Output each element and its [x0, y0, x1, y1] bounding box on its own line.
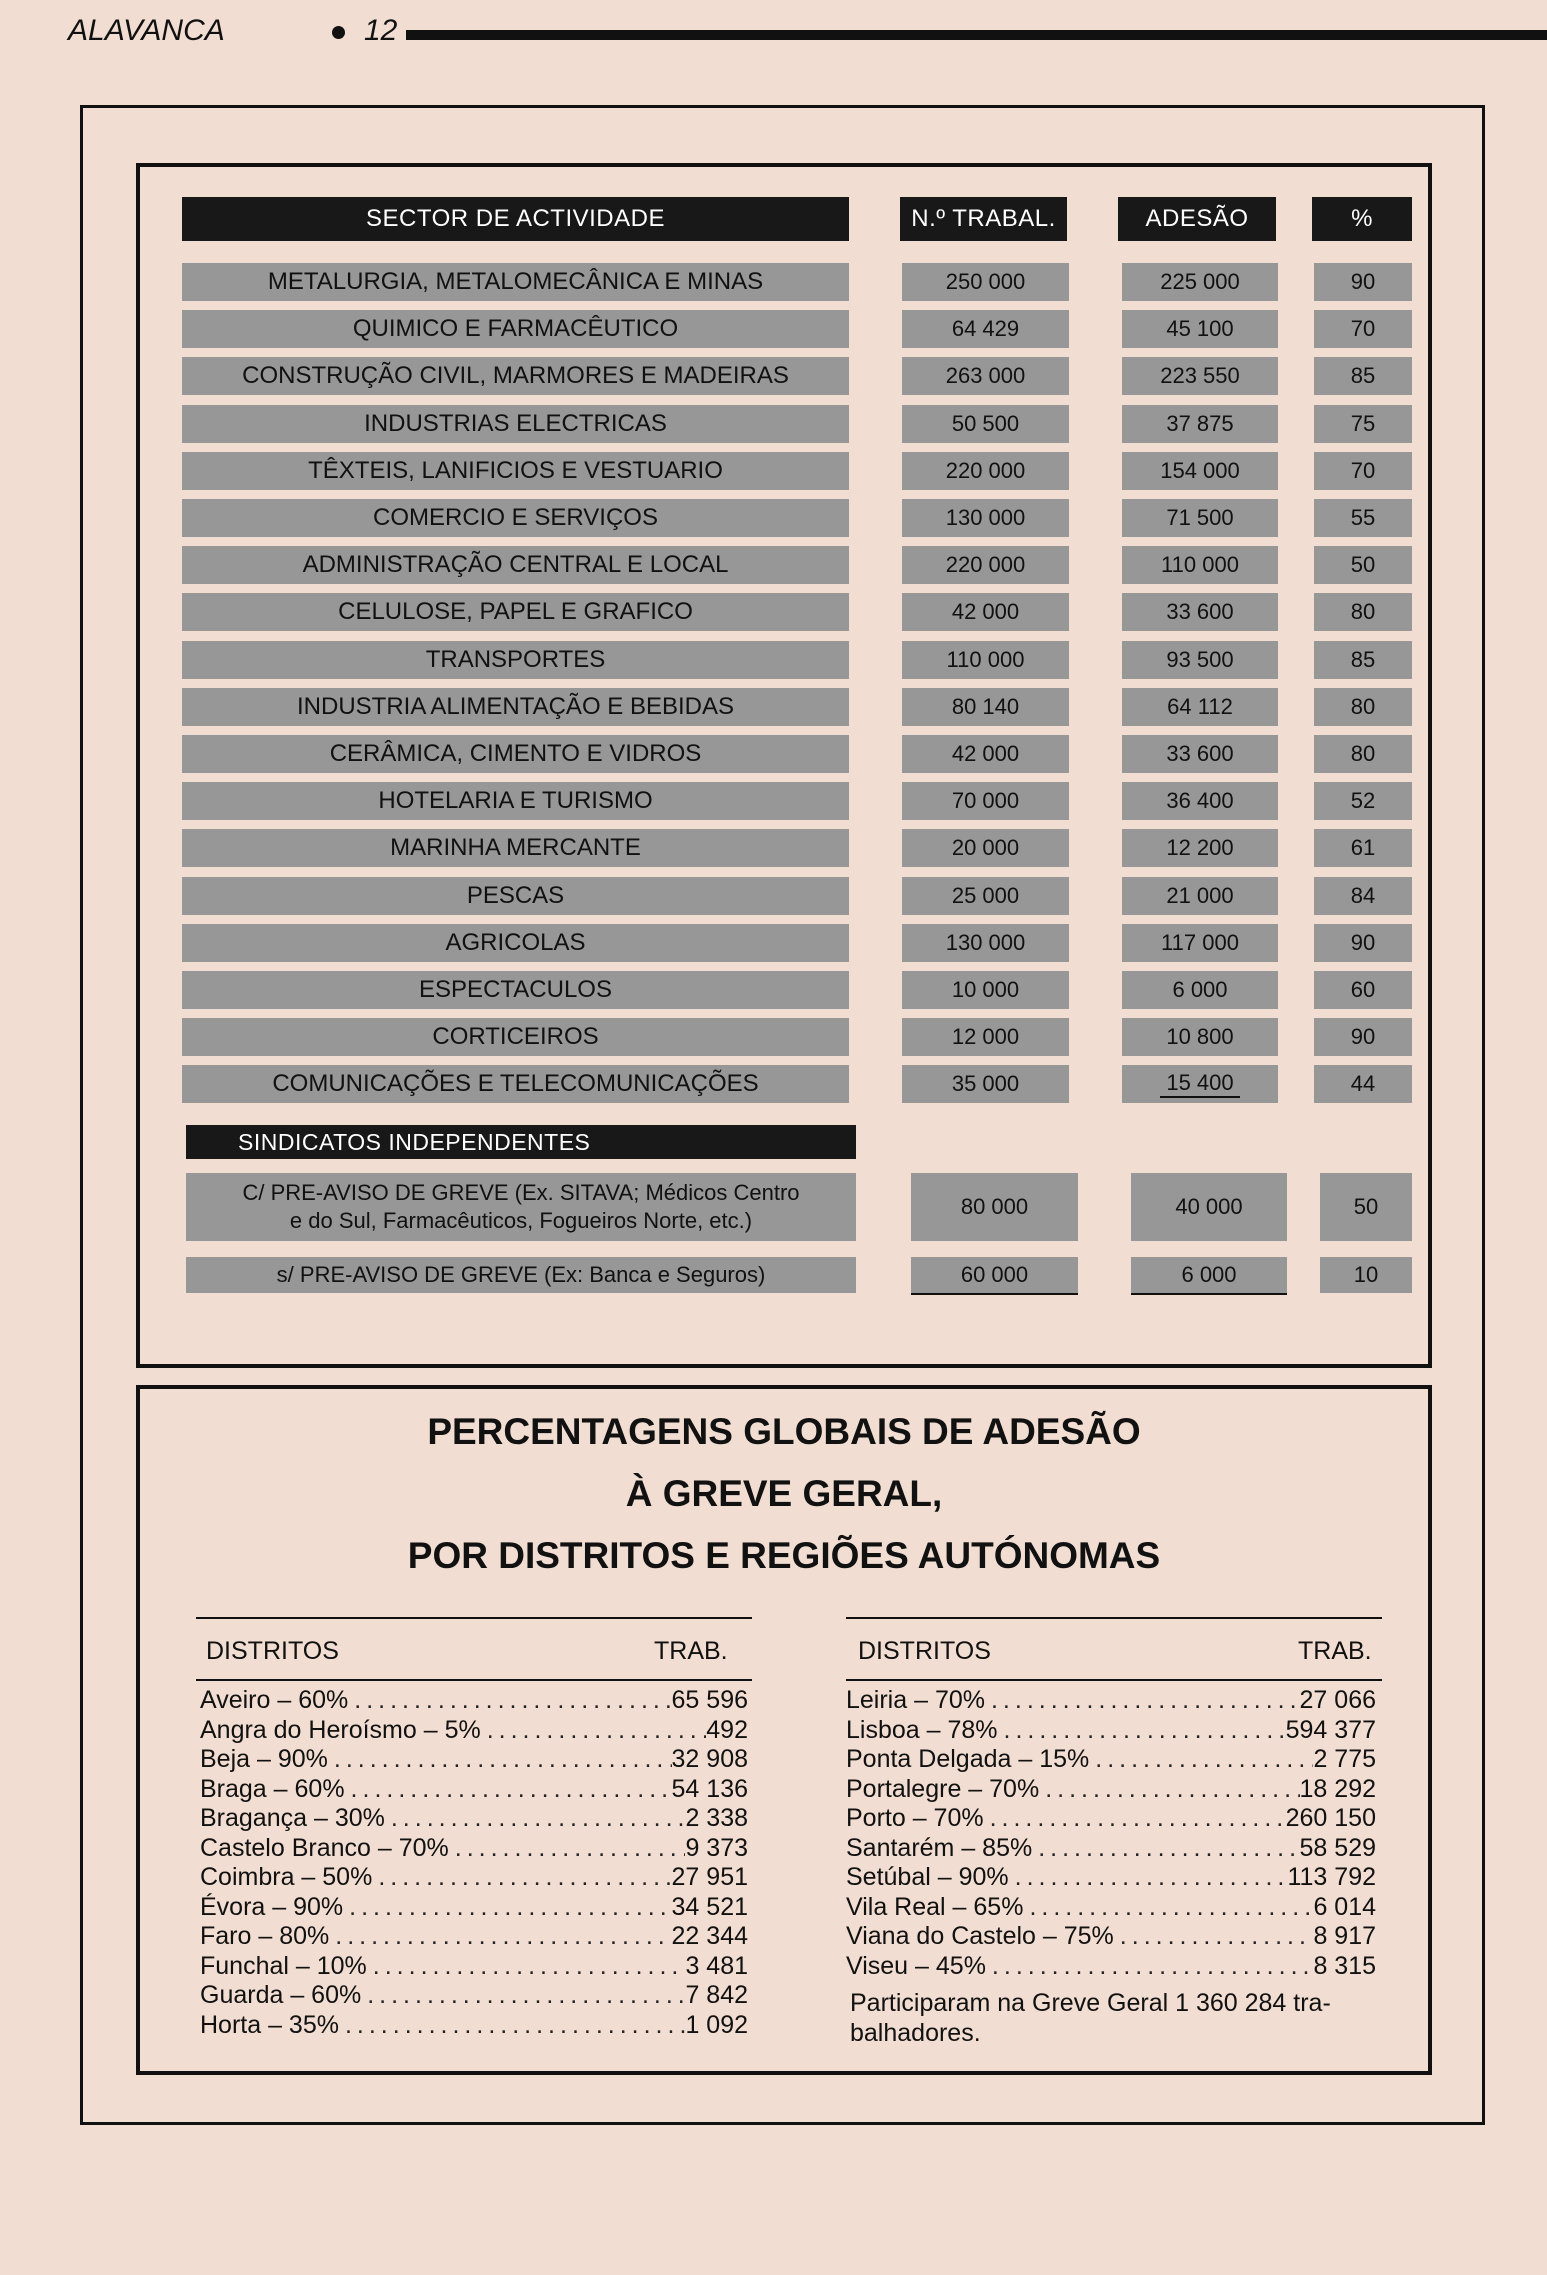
dot-leader — [367, 1952, 686, 1981]
sector-adhesion: 93 500 — [1122, 641, 1278, 679]
header-adhesion: ADESÃO — [1118, 197, 1276, 241]
district-row — [846, 1862, 1376, 1892]
dot-leader — [449, 1834, 686, 1863]
dot-leader — [1032, 1834, 1299, 1863]
sector-adhesion: 225 000 — [1122, 263, 1278, 301]
global-title-line-3: POR DISTRITOS E REGIÕES AUTÓNOMAS — [407, 1535, 1161, 1576]
left-head-rule — [196, 1679, 752, 1681]
sector-label: ADMINISTRAÇÃO CENTRAL E LOCAL — [182, 546, 849, 584]
bullet-dot — [332, 26, 345, 39]
district-name: Porto – 70% — [846, 1803, 984, 1832]
district-name: Angra do Heroísmo – 5% — [200, 1715, 481, 1744]
sector-adhesion: 10 800 — [1122, 1018, 1278, 1056]
right-head-rule — [846, 1679, 1382, 1681]
sector-label: CONSTRUÇÃO CIVIL, MARMORES E MADEIRAS — [182, 357, 849, 395]
sector-percent: 90 — [1314, 263, 1412, 301]
district-name: Leiria – 70% — [846, 1685, 985, 1714]
district-row — [200, 1774, 748, 1804]
district-workers: 260 150 — [1285, 1803, 1376, 1832]
sector-workers: 50 500 — [902, 405, 1069, 443]
district-name: Setúbal – 90% — [846, 1862, 1009, 1891]
sector-adhesion: 6 000 — [1122, 971, 1278, 1009]
sector-label: CELULOSE, PAPEL E GRAFICO — [182, 593, 849, 631]
participation-note-line-2: balhadores. — [850, 2019, 981, 2047]
sector-workers: 42 000 — [902, 593, 1069, 631]
district-workers: 18 292 — [1299, 1774, 1376, 1803]
district-workers: 2 338 — [685, 1803, 748, 1832]
sector-workers: 35 000 — [902, 1065, 1069, 1103]
district-workers: 8 315 — [1313, 1951, 1376, 1980]
district-row — [200, 1951, 748, 1981]
independent-title: SINDICATOS INDEPENDENTES — [186, 1125, 856, 1159]
sector-label: HOTELARIA E TURISMO — [182, 782, 849, 820]
district-name: Portalegre – 70% — [846, 1774, 1040, 1803]
sector-workers: 80 140 — [902, 688, 1069, 726]
district-workers: 8 917 — [1313, 1921, 1376, 1950]
sector-label: INDUSTRIA ALIMENTAÇÃO E BEBIDAS — [182, 688, 849, 726]
page-number: 12 — [364, 14, 398, 47]
district-row — [846, 1715, 1376, 1745]
district-workers: 2 775 — [1313, 1744, 1376, 1773]
sector-label: METALURGIA, METALOMECÂNICA E MINAS — [182, 263, 849, 301]
district-workers: 27 951 — [671, 1862, 748, 1891]
sector-adhesion: 110 000 — [1122, 546, 1278, 584]
header-percent: % — [1312, 197, 1412, 241]
sector-label: COMERCIO E SERVIÇOS — [182, 499, 849, 537]
sector-workers: 263 000 — [902, 357, 1069, 395]
sector-percent: 85 — [1314, 641, 1412, 679]
sector-adhesion — [1122, 1065, 1278, 1103]
dot-leader — [984, 1804, 1286, 1833]
sector-label: CORTICEIROS — [182, 1018, 849, 1056]
sector-adhesion: 223 550 — [1122, 357, 1278, 395]
district-row — [200, 1980, 748, 2010]
district-name: Faro – 80% — [200, 1921, 330, 1950]
dot-leader — [1023, 1893, 1313, 1922]
independent-row-1-label — [186, 1173, 856, 1241]
sector-percent: 70 — [1314, 452, 1412, 490]
sector-percent: 84 — [1314, 877, 1412, 915]
sector-percent: 70 — [1314, 310, 1412, 348]
independent-row-1-adhesion: 40 000 — [1131, 1173, 1287, 1241]
sector-label: INDUSTRIAS ELECTRICAS — [182, 405, 849, 443]
dot-leader — [329, 1922, 671, 1951]
district-workers: 1 092 — [685, 2010, 748, 2039]
sector-percent: 80 — [1314, 688, 1412, 726]
left-top-rule — [196, 1617, 752, 1619]
independent-row-2-percent: 10 — [1320, 1257, 1412, 1293]
sector-percent: 80 — [1314, 735, 1412, 773]
dot-leader — [1114, 1922, 1314, 1951]
dot-leader — [986, 1952, 1314, 1981]
right-head-district: DISTRITOS — [858, 1637, 991, 1665]
sector-adhesion: 71 500 — [1122, 499, 1278, 537]
dot-leader — [481, 1716, 707, 1745]
masthead — [68, 14, 1488, 54]
district-row — [200, 1892, 748, 1922]
left-head-district: DISTRITOS — [206, 1637, 339, 1665]
sector-label: PESCAS — [182, 877, 849, 915]
sector-workers: 220 000 — [902, 452, 1069, 490]
sector-adhesion: 154 000 — [1122, 452, 1278, 490]
masthead-rule — [406, 30, 1547, 40]
district-name: Évora – 90% — [200, 1892, 344, 1921]
district-row — [200, 1833, 748, 1863]
participation-note-line-1: Participaram na Greve Geral 1 360 284 tra- — [850, 1989, 1331, 2017]
right-head-workers: TRAB. — [1298, 1637, 1372, 1665]
global-title-line-2: À GREVE GERAL, — [625, 1473, 943, 1514]
sector-workers: 130 000 — [902, 499, 1069, 537]
sector-percent: 85 — [1314, 357, 1412, 395]
district-name: Ponta Delgada – 15% — [846, 1744, 1090, 1773]
sector-workers: 250 000 — [902, 263, 1069, 301]
sector-adhesion: 33 600 — [1122, 593, 1278, 631]
district-row — [200, 1803, 748, 1833]
district-workers: 6 014 — [1313, 1892, 1376, 1921]
district-name: Viseu – 45% — [846, 1951, 986, 1980]
district-row — [846, 1892, 1376, 1922]
left-head-workers: TRAB. — [654, 1637, 728, 1665]
district-name: Guarda – 60% — [200, 1980, 362, 2009]
dot-leader — [345, 1775, 672, 1804]
district-name: Viana do Castelo – 75% — [846, 1921, 1114, 1950]
district-workers: 9 373 — [685, 1833, 748, 1862]
district-name: Coimbra – 50% — [200, 1862, 373, 1891]
district-row — [846, 1833, 1376, 1863]
sector-adhesion: 33 600 — [1122, 735, 1278, 773]
dot-leader — [343, 1893, 671, 1922]
district-row — [200, 1744, 748, 1774]
district-row — [200, 1862, 748, 1892]
sector-workers: 42 000 — [902, 735, 1069, 773]
sector-percent: 61 — [1314, 829, 1412, 867]
dot-leader — [985, 1686, 1300, 1715]
district-name: Braga – 60% — [200, 1774, 345, 1803]
district-name: Aveiro – 60% — [200, 1685, 349, 1714]
dot-leader — [328, 1745, 672, 1774]
sector-percent: 60 — [1314, 971, 1412, 1009]
sector-label: QUIMICO E FARMACÊUTICO — [182, 310, 849, 348]
district-row — [846, 1774, 1376, 1804]
district-row — [200, 2010, 748, 2040]
district-row — [846, 1744, 1376, 1774]
sector-workers: 130 000 — [902, 924, 1069, 962]
district-row — [200, 1921, 748, 1951]
district-workers: 3 481 — [685, 1951, 748, 1980]
sector-adhesion: 45 100 — [1122, 310, 1278, 348]
district-name: Lisboa – 78% — [846, 1715, 998, 1744]
sector-label: AGRICOLAS — [182, 924, 849, 962]
sector-workers: 10 000 — [902, 971, 1069, 1009]
district-workers: 54 136 — [671, 1774, 748, 1803]
sector-workers: 220 000 — [902, 546, 1069, 584]
sector-adhesion: 12 200 — [1122, 829, 1278, 867]
sector-label: TRANSPORTES — [182, 641, 849, 679]
district-name: Beja – 90% — [200, 1744, 328, 1773]
sector-adhesion: 36 400 — [1122, 782, 1278, 820]
independent-row-1-line1: C/ PRE-AVISO DE GREVE (Ex. SITAVA; Médicos Centro — [242, 1180, 800, 1205]
district-name: Vila Real – 65% — [846, 1892, 1024, 1921]
sector-percent: 50 — [1314, 546, 1412, 584]
dot-leader — [339, 2011, 685, 2040]
district-name: Horta – 35% — [200, 2010, 339, 2039]
dot-leader — [998, 1716, 1286, 1745]
sector-workers: 110 000 — [902, 641, 1069, 679]
district-workers: 65 596 — [671, 1685, 748, 1714]
district-workers: 492 — [706, 1715, 748, 1744]
sector-percent: 75 — [1314, 405, 1412, 443]
district-row — [846, 1921, 1376, 1951]
sector-adhesion: 21 000 — [1122, 877, 1278, 915]
sector-workers: 20 000 — [902, 829, 1069, 867]
sector-label: MARINHA MERCANTE — [182, 829, 849, 867]
header-workers: N.º TRABAL. — [900, 197, 1067, 241]
dot-leader — [1089, 1745, 1313, 1774]
sector-label: TÊXTEIS, LANIFICIOS E VESTUARIO — [182, 452, 849, 490]
sector-percent: 90 — [1314, 1018, 1412, 1056]
sector-workers: 12 000 — [902, 1018, 1069, 1056]
sector-workers: 70 000 — [902, 782, 1069, 820]
district-row — [846, 1685, 1376, 1715]
district-workers: 594 377 — [1285, 1715, 1376, 1744]
district-workers: 32 908 — [671, 1744, 748, 1773]
sector-percent: 44 — [1314, 1065, 1412, 1103]
sector-workers: 64 429 — [902, 310, 1069, 348]
dot-leader — [1009, 1863, 1288, 1892]
district-workers: 113 792 — [1287, 1862, 1376, 1891]
sector-label: CERÂMICA, CIMENTO E VIDROS — [182, 735, 849, 773]
district-name: Bragança – 30% — [200, 1803, 385, 1832]
sector-adhesion-value: 15 400 — [1160, 1070, 1239, 1098]
independent-row-2-workers: 60 000 — [911, 1257, 1078, 1295]
sector-adhesion: 64 112 — [1122, 688, 1278, 726]
sector-percent: 80 — [1314, 593, 1412, 631]
independent-row-1-workers: 80 000 — [911, 1173, 1078, 1241]
dot-leader — [1039, 1775, 1299, 1804]
sector-workers: 25 000 — [902, 877, 1069, 915]
district-workers: 58 529 — [1299, 1833, 1376, 1862]
district-workers: 7 842 — [685, 1980, 748, 2009]
dot-leader — [385, 1804, 686, 1833]
district-workers: 34 521 — [671, 1892, 748, 1921]
independent-row-2-adhesion: 6 000 — [1131, 1257, 1287, 1295]
district-name: Funchal – 10% — [200, 1951, 367, 1980]
sector-percent: 90 — [1314, 924, 1412, 962]
independent-row-1-percent: 50 — [1320, 1173, 1412, 1241]
global-percentages — [136, 1385, 1432, 2075]
district-name: Santarém – 85% — [846, 1833, 1033, 1862]
district-row — [846, 1803, 1376, 1833]
sector-percent: 52 — [1314, 782, 1412, 820]
publication-name: ALAVANCA — [68, 14, 225, 47]
sector-adhesion: 117 000 — [1122, 924, 1278, 962]
header-sector: SECTOR DE ACTIVIDADE — [182, 197, 849, 241]
district-row — [846, 1951, 1376, 1981]
sector-label: ESPECTACULOS — [182, 971, 849, 1009]
district-name: Castelo Branco – 70% — [200, 1833, 449, 1862]
dot-leader — [348, 1686, 671, 1715]
dot-leader — [372, 1863, 671, 1892]
district-workers: 27 066 — [1299, 1685, 1376, 1714]
right-top-rule — [846, 1617, 1382, 1619]
independent-row-1-line2: e do Sul, Farmacêuticos, Fogueiros Norte, etc.) — [289, 1208, 753, 1233]
sector-adhesion: 37 875 — [1122, 405, 1278, 443]
independent-row-2-label: s/ PRE-AVISO DE GREVE (Ex: Banca e Seguros) — [186, 1257, 856, 1293]
district-row — [200, 1685, 748, 1715]
dot-leader — [361, 1981, 685, 2010]
sector-table — [136, 163, 1432, 1368]
global-title-line-1: PERCENTAGENS GLOBAIS DE ADESÃO — [427, 1411, 1141, 1452]
sector-percent: 55 — [1314, 499, 1412, 537]
district-workers: 22 344 — [671, 1921, 748, 1950]
sector-label: COMUNICAÇÕES E TELECOMUNICAÇÕES — [182, 1065, 849, 1103]
district-row — [200, 1715, 748, 1745]
